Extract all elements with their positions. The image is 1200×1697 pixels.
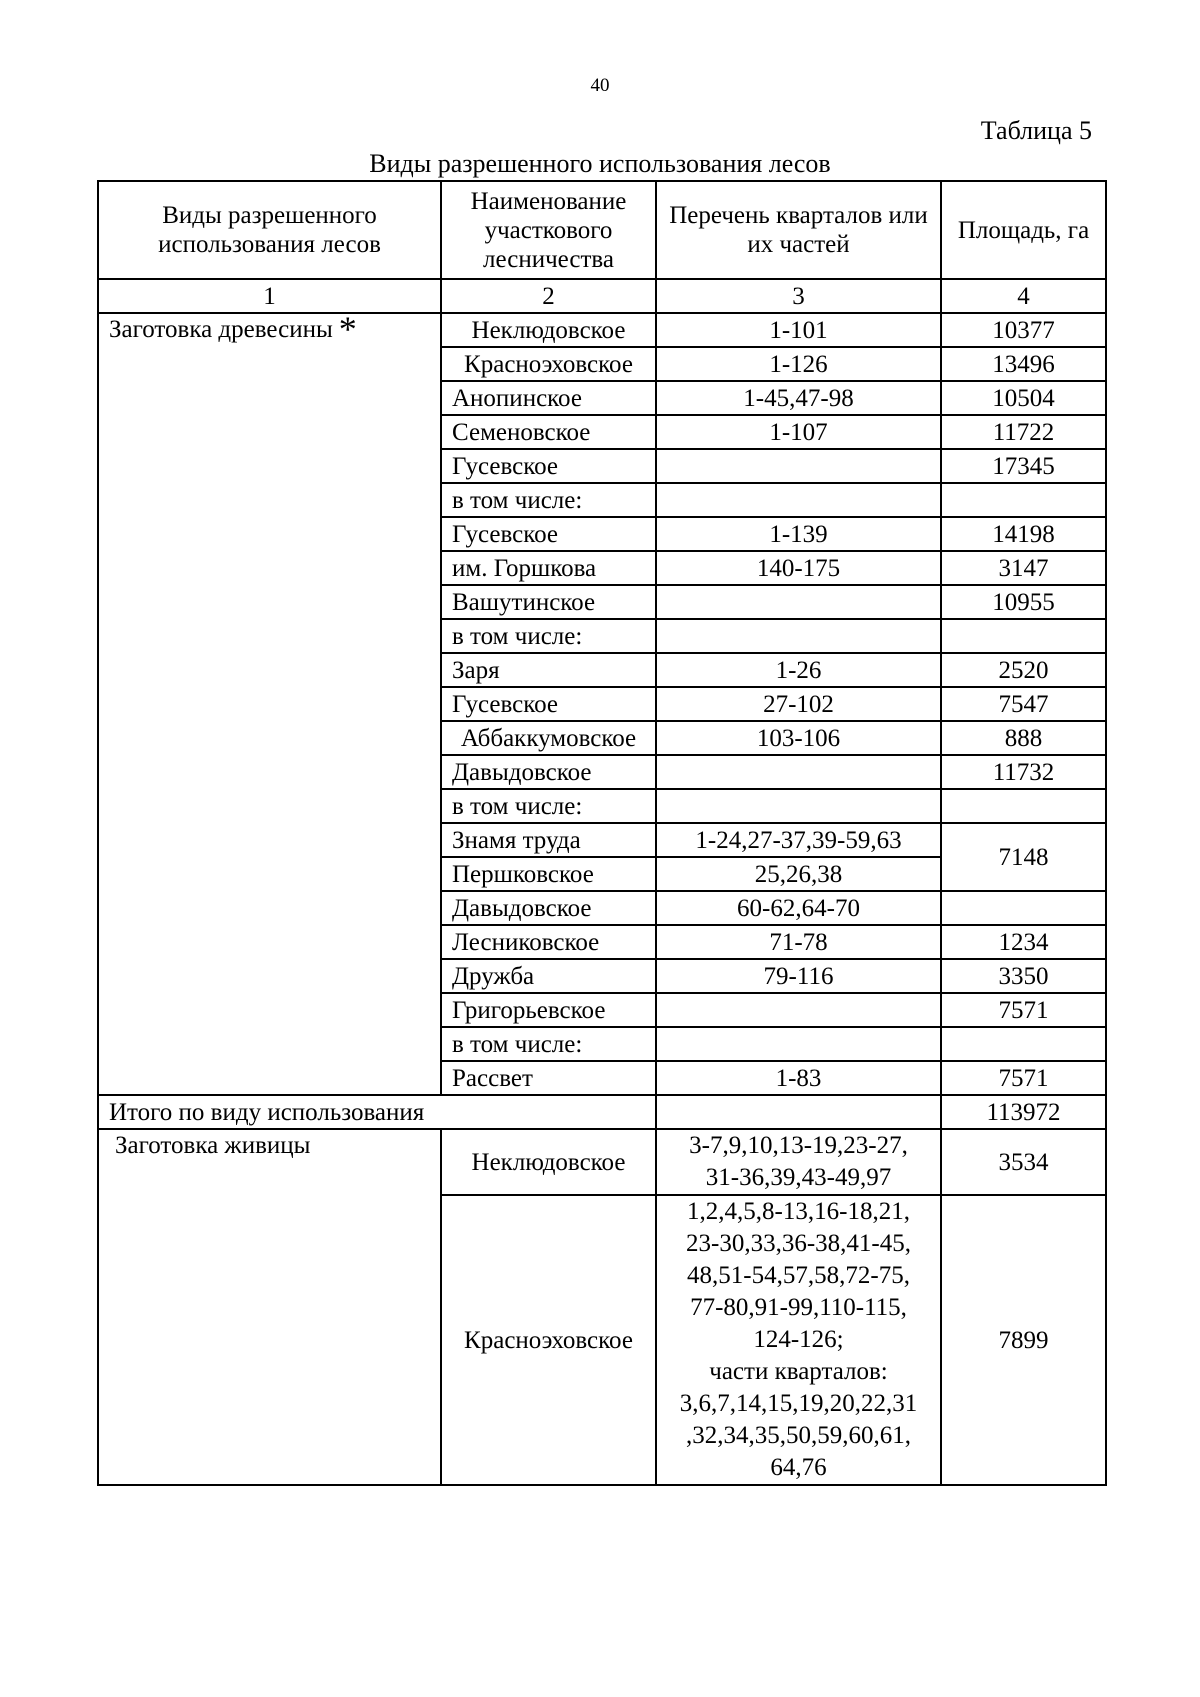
quarters-line: 1,2,4,5,8-13,16-18,21, (687, 1198, 910, 1225)
quarters-line: 23-30,33,36-38,41-45, (686, 1230, 911, 1257)
area-cell: 7148 (941, 823, 1106, 891)
quarters-cell: 25,26,38 (656, 857, 941, 891)
column-number-row (98, 279, 1106, 313)
area-cell (941, 891, 1106, 925)
use-type-cell (98, 1129, 441, 1485)
use-type-cell (98, 309, 441, 1095)
header-forestry: Наименование участкового лесничества (441, 181, 656, 279)
forestry-cell: Семеновское (441, 415, 656, 449)
use-type-label: Заготовка живицы (115, 1132, 311, 1159)
area-cell: 7899 (941, 1195, 1106, 1485)
area-cell: 11722 (941, 415, 1106, 449)
quarters-cell (656, 449, 941, 483)
column-number: 3 (656, 279, 941, 313)
quarters-cell (656, 993, 941, 1027)
area-cell (941, 483, 1106, 517)
area-cell: 2520 (941, 653, 1106, 687)
forestry-cell: Неклюдовское (441, 1129, 656, 1195)
forestry-cell: Аббаккумовское (441, 721, 656, 755)
area-cell: 7571 (941, 1061, 1106, 1095)
forestry-cell: Першковское (441, 857, 656, 891)
forestry-cell: Гусевское (441, 449, 656, 483)
quarters-cell (656, 1129, 941, 1195)
footnote-mark: * (338, 309, 357, 349)
total-area: 113972 (941, 1095, 1106, 1129)
area-cell: 14198 (941, 517, 1106, 551)
forestry-cell: Григорьевское (441, 993, 656, 1027)
page-number: 40 (590, 75, 610, 96)
quarters-cell: 27-102 (656, 687, 941, 721)
forestry-cell: Знамя труда (441, 823, 656, 857)
quarters-cell: 103-106 (656, 721, 941, 755)
area-cell: 17345 (941, 449, 1106, 483)
quarters-cell: 71-78 (656, 925, 941, 959)
quarters-cell: 140-175 (656, 551, 941, 585)
use-type-label: Заготовка древесины (109, 316, 333, 343)
quarters-cell (656, 755, 941, 789)
quarters-cell (656, 619, 941, 653)
forestry-cell: Давыдовское (441, 755, 656, 789)
quarters-cell: 1-139 (656, 517, 941, 551)
forestry-cell: в том числе: (441, 483, 656, 517)
quarters-cell: 1-126 (656, 347, 941, 381)
forestry-cell: Гусевское (441, 687, 656, 721)
quarters-line: 31-36,39,43-49,97 (705, 1164, 892, 1191)
forestry-cell: им. Горшкова (441, 551, 656, 585)
total-label: Итого по виду использования (98, 1095, 656, 1129)
quarters-cell: 60-62,64-70 (656, 891, 941, 925)
quarters-cell (656, 1195, 941, 1485)
area-cell: 888 (941, 721, 1106, 755)
area-cell: 10955 (941, 585, 1106, 619)
table-label: Таблица 5 (980, 116, 1092, 145)
quarters-line: 64,76 (770, 1454, 827, 1481)
forestry-cell: Гусевское (441, 517, 656, 551)
area-cell: 3147 (941, 551, 1106, 585)
table-row (98, 1129, 1106, 1195)
forestry-cell: Красноэховское (441, 1195, 656, 1485)
forestry-cell: Анопинское (441, 381, 656, 415)
total-quarters (656, 1095, 941, 1129)
area-cell: 1234 (941, 925, 1106, 959)
quarters-cell (656, 789, 941, 823)
forestry-cell: Вашутинское (441, 585, 656, 619)
header-use-type: Виды разрешенного использования лесов (98, 181, 441, 279)
area-cell (941, 789, 1106, 823)
forestry-cell: Неклюдовское (441, 313, 656, 347)
total-row (98, 1095, 1106, 1129)
forestry-cell: Красноэховское (441, 347, 656, 381)
quarters-cell (656, 1027, 941, 1061)
area-cell: 3534 (941, 1129, 1106, 1195)
quarters-line: 77-80,91-99,110-115, (690, 1294, 907, 1321)
quarters-line: 124-126; (753, 1326, 844, 1353)
forestry-cell: в том числе: (441, 1027, 656, 1061)
forestry-cell: в том числе: (441, 619, 656, 653)
table-row (98, 313, 1106, 347)
quarters-cell: 1-24,27-37,39-59,63 (656, 823, 941, 857)
quarters-line: 3-7,9,10,13-19,23-27, (689, 1132, 908, 1159)
quarters-cell: 1-45,47-98 (656, 381, 941, 415)
forestry-cell: в том числе: (441, 789, 656, 823)
column-number: 1 (98, 279, 441, 313)
area-cell: 13496 (941, 347, 1106, 381)
area-cell (941, 619, 1106, 653)
area-cell: 10504 (941, 381, 1106, 415)
column-number: 2 (441, 279, 656, 313)
header-row (98, 181, 1106, 279)
forestry-cell: Заря (441, 653, 656, 687)
forest-use-table (97, 180, 1107, 1486)
area-cell (941, 1027, 1106, 1061)
forestry-cell: Лесниковское (441, 925, 656, 959)
quarters-cell: 1-83 (656, 1061, 941, 1095)
forestry-cell: Рассвет (441, 1061, 656, 1095)
quarters-line: части кварталов: (709, 1358, 888, 1385)
forestry-cell: Дружба (441, 959, 656, 993)
area-cell: 10377 (941, 313, 1106, 347)
area-cell: 3350 (941, 959, 1106, 993)
quarters-line: ,32,34,35,50,59,60,61, (686, 1422, 911, 1449)
quarters-cell: 1-26 (656, 653, 941, 687)
quarters-cell (656, 585, 941, 619)
area-cell: 7571 (941, 993, 1106, 1027)
quarters-cell (656, 483, 941, 517)
area-cell: 11732 (941, 755, 1106, 789)
header-area: Площадь, га (941, 181, 1106, 279)
column-number: 4 (941, 279, 1106, 313)
table-title: Виды разрешенного использования лесов (369, 149, 831, 178)
quarters-cell: 79-116 (656, 959, 941, 993)
area-cell: 7547 (941, 687, 1106, 721)
quarters-cell: 1-101 (656, 313, 941, 347)
quarters-line: 48,51-54,57,58,72-75, (687, 1262, 910, 1289)
header-quarters: Перечень кварталов или их частей (656, 181, 941, 279)
forestry-cell: Давыдовское (441, 891, 656, 925)
quarters-cell: 1-107 (656, 415, 941, 449)
quarters-line: 3,6,7,14,15,19,20,22,31 (679, 1390, 918, 1417)
